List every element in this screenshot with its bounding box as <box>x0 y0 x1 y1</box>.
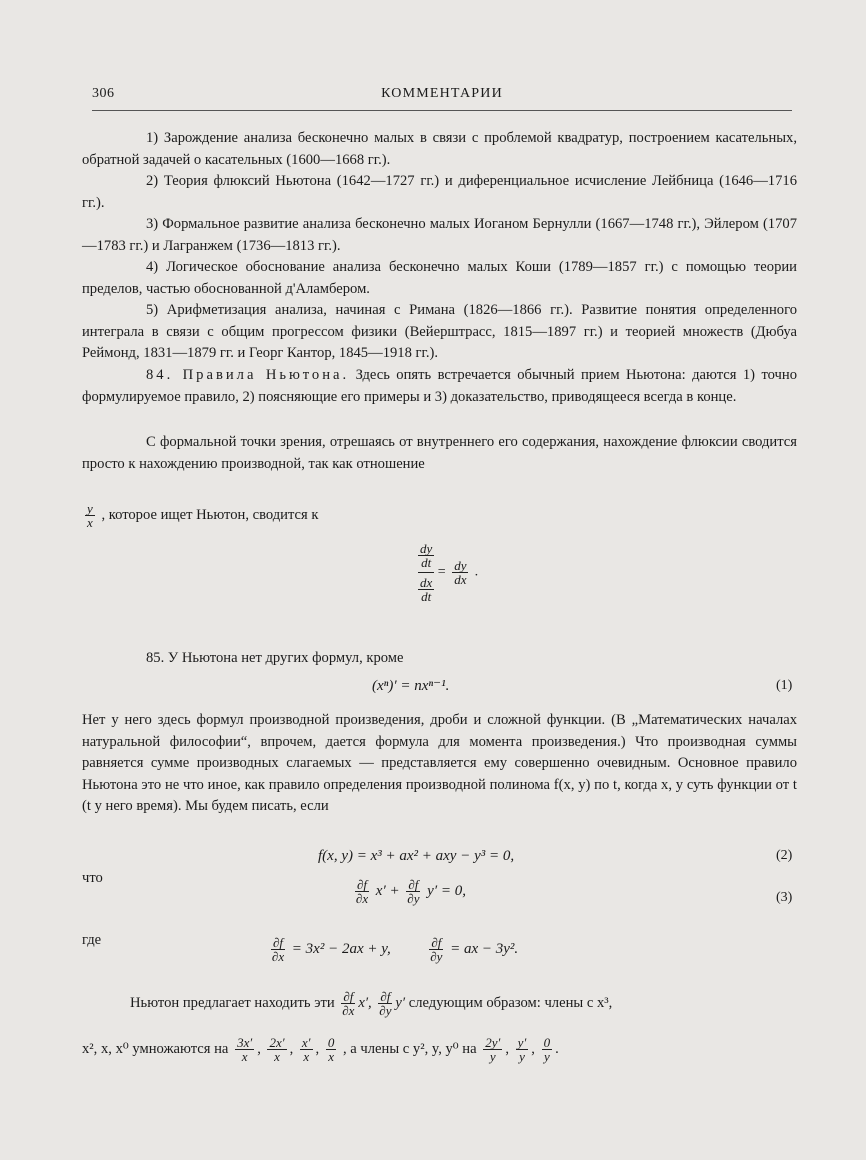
running-title: КОММЕНТАРИИ <box>381 86 503 101</box>
page-number: 306 <box>92 86 115 101</box>
equation-2-label: (2) <box>776 848 793 863</box>
fluxion-ratio-fraction: $\frac{y}{x}$ <box>87 501 93 530</box>
equation-3: $\frac{\partial f}{\partial x}$ x′ + $\frac{\partial f}{\partial y}$ y′ = 0, <box>355 877 466 906</box>
label-chto: что <box>82 870 103 886</box>
paragraph-1: 1) Зарождение анализа бесконечно малых в связи с проблемой квадратур, построением касательных, обратной задачей о касательных (1600—1668 гг.). <box>82 130 797 168</box>
paragraph-5: 5) Арифметизация анализа, начиная с Римана (1826—1866 гг.). Развитие понятия определенного интеграла в связи с общим прогрессом физики (Вейерштрасс, 1815—1897 гг.) и теорией множеств (Дюбуа Реймонд, 1831—1879 гг. и Георг Кантор, 1845—1918 гг.). <box>82 302 797 361</box>
paragraph-84-text: Здесь опять встречается обычный прием Ньютона: даются 1) точно формулируемое правило, 2) поясняющие его примеры и 3) доказательство, приводящееся всегда в конце. <box>82 367 797 405</box>
newton-proposes-line: Ньютон предлагает находить эти $\frac{\partial f}{\partial x}$ x′, $\frac{\partial f}{\partial y}$ y′ следующим образом: члены с x³, <box>130 989 613 1018</box>
paragraph-85-body: Нет у него здесь формул производной произведения, дроби и сложной функции. (В „Математических началах натуральной философии“, впрочем, дается формула для момента произведения.) Что производная суммы равняется сумме производных слагаемых — представляется ему совершенно очевидным. Основное правило Ньютона это не что иное, как правило определения производной полинома f(x, y) по t, когда x, y суть функции от t (t у него время). Мы будем писать, если <box>82 712 797 814</box>
equation-1-label: (1) <box>776 678 793 693</box>
paragraph-2: 2) Теория флюксий Ньютона (1642—1727 гг.) и диференциальное исчисление Лейбница (1646—1716 гг.). <box>82 173 797 211</box>
running-header <box>92 86 792 108</box>
equation-1: (xⁿ)′ = nxⁿ⁻¹. <box>372 678 450 694</box>
paragraph-85-intro: 85. У Ньютона нет других формул, кроме <box>146 650 404 666</box>
paragraph-84c <box>82 502 797 529</box>
partial-derivatives: $\frac{\partial f}{\partial x}$ = 3x² − 2ax + y, $\frac{\partial f}{\partial y}$ = ax − 3y². <box>271 935 519 964</box>
label-gde: где <box>82 932 102 948</box>
header-rule <box>92 110 792 111</box>
multipliers-line: x², x, x⁰ умножаются на $\frac{3x'}{x}$ , $\frac{2x'}{x}$ , $\frac{x'}{x}$ , $\frac{0}{x}$ , а члены с y², y, y⁰ на $\frac{2y'}{y}$ , $\frac{y'}{y}$ , $\frac{0}{y}$ . <box>82 1035 559 1064</box>
section-heading-84: 84. Правила Ньютона. <box>146 367 350 383</box>
paragraph-4: 4) Логическое обоснование анализа бесконечно малых Коши (1789—1857 гг.) с помощью теории пределов, частью обоснованной д'Аламбером. <box>82 259 797 297</box>
paragraph-84c-text: , которое ищет Ньютон, сводится к <box>101 506 319 523</box>
equation-3-label: (3) <box>776 890 793 905</box>
paragraph-3: 3) Формальное развитие анализа бесконечно малых Иоганом Бернулли (1667—1748 гг.), Эйлером (1707—1783 гг.) и Лагранжем (1736—1813 гг.). <box>82 216 797 254</box>
derivative-compound-fraction: dy dt dx dt = $\frac{dy}{dx}$ . <box>420 541 479 604</box>
paragraph-84b: С формальной точки зрения, отрешаясь от внутреннего его содержания, нахождение флюксии сводится просто к нахождению производной, так как отношение <box>82 434 797 472</box>
equation-2: f(x, y) = x³ + ax² + axy − y³ = 0, <box>318 848 515 864</box>
paragraph-84 <box>82 365 797 408</box>
